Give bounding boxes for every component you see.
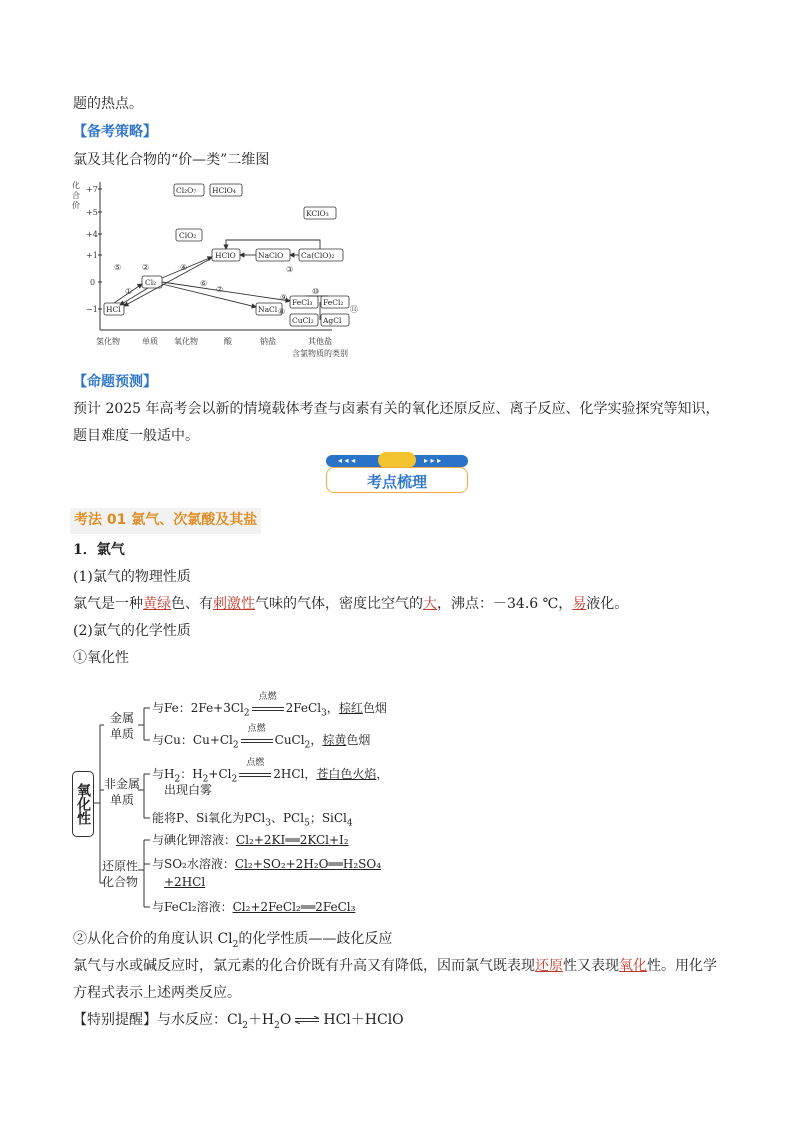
answer-liquefy: 易 [572, 596, 587, 612]
svg-text:④: ④ [180, 263, 188, 272]
x-label: 单质 [142, 337, 158, 346]
sub-heading-chlorine: 1．氯气 [73, 542, 125, 558]
branch-nonmetal-2: 单质 [110, 793, 135, 807]
disproportion-line2: 方程式表示上述两类反应。 [73, 985, 241, 1001]
svg-text:⑤: ⑤ [114, 263, 122, 272]
y-tick: +4 [86, 230, 98, 239]
strategy-text: 氯及其化合物的“价—类”二维图 [73, 152, 270, 168]
reaction-p-si: 能将P、Si氧化为PCl$_3$、PCl$_5$；SiCl$_4$ [152, 811, 353, 829]
reaction-ki: 与碘化钾溶液：Cl₂+2KI══2KCl+I₂ [152, 833, 349, 847]
svg-text:⑧: ⑧ [278, 307, 286, 316]
svg-text:⑪: ⑪ [350, 305, 358, 314]
oxidation-heading: ①氧化性 [73, 650, 129, 666]
reaction-fe: 与Fe：$2Fe+3Cl_2$ 点燃 2FeCl$_3$，棕红色烟 [152, 692, 387, 719]
svg-text:⑨: ⑨ [280, 293, 288, 302]
section-title-bg [70, 508, 261, 534]
y-ticks [86, 185, 98, 314]
branch-reducing-2: 化合物 [102, 875, 139, 889]
prediction-line2: 题目难度一般适中。 [73, 428, 199, 444]
y-axis-title: 化 [72, 181, 80, 190]
x-label: 氧化物 [174, 337, 198, 346]
disproportion-line1: 氯气与水或碱反应时，氯元素的化合价既有升高又有降低，因而氯气既表现还原性又表现氧化性。用化学 [73, 958, 717, 974]
svg-text:价: 价 [72, 201, 80, 210]
branch-metal-2: 单质 [110, 727, 135, 741]
svg-text:合: 合 [72, 191, 80, 200]
svg-text:⑥: ⑥ [200, 279, 208, 288]
prediction-heading: 【命题预测】 [73, 374, 157, 390]
answer-reducing: 还原 [535, 958, 563, 974]
x-label: 其他盐 [308, 337, 332, 346]
banner-label: 考点梳理 [366, 473, 427, 491]
y-tick: +5 [86, 208, 98, 217]
y-tick: 0 [90, 278, 96, 287]
disproportion-heading: ②从化合价的角度认识 $Cl_2$的化学性质——歧化反应 [73, 931, 393, 950]
svg-text:⑦: ⑦ [216, 285, 224, 294]
x-label: 酸 [224, 337, 232, 346]
oxidation-tree [72, 690, 402, 920]
phys-properties: 氯气是一种黄绿色、有刺激性气味的气体，密度比空气的大，沸点：－34.6 ℃，易液化。 [73, 596, 629, 612]
strategy-heading: 【备考策略】 [73, 124, 157, 140]
species-box: FeCl₃ [292, 298, 313, 307]
svg-text:③: ③ [286, 265, 294, 274]
x-axis-title: 含氯物质的类别 [292, 349, 348, 358]
species-box: HClO₄ [212, 186, 236, 195]
section-banner: ◂ ◂ ◂ ▸ ▸ ▸ 考点梳理 [326, 455, 468, 493]
species-box: HCl [106, 305, 121, 314]
chem-heading: (2)氯气的化学性质 [73, 623, 191, 639]
y-tick: −1 [86, 305, 98, 314]
y-tick: +1 [86, 251, 98, 260]
reaction-fecl2: 与FeCl₂溶液：Cl₂+2FeCl₂══2FeCl₃ [152, 900, 356, 914]
prediction-line1: 预计 2025 年高考会以新的情境载体考查与卤素有关的氧化还原反应、离子反应、化学实验探究等知识， [73, 401, 720, 417]
reaction-cu: 与Cu：$Cu+Cl_2$ 点燃 CuCl$_2$，棕黄色烟 [152, 724, 371, 751]
svg-text:②: ② [142, 263, 150, 272]
x-labels [96, 336, 348, 358]
section-title: 考法 01 氯气、次氯酸及其盐 [74, 512, 258, 528]
x-label: 氢化物 [96, 337, 120, 346]
reaction-so2-line2: +2HCl [164, 875, 206, 889]
species-box: NaCl [258, 305, 278, 314]
reaction-h2-line2: 出现白雾 [164, 783, 213, 797]
answer-density: 大 [423, 596, 437, 612]
branch-reducing-1: 还原性 [102, 859, 139, 873]
answer-odor: 刺激性 [213, 596, 255, 612]
species-box: CuCl₂ [292, 316, 314, 325]
answer-color: 黄绿 [143, 596, 171, 612]
reaction-so2: 与SO₂水溶液：Cl₂+SO₂+2H₂O══H₂SO₄ [152, 857, 382, 871]
special-tip: 【特别提醒】与水反应：$Cl_2+H_2O$ HCl＋HClO [73, 1012, 404, 1031]
species-box: Ca(ClO)₂ [301, 251, 335, 260]
intro-tail: 题的热点。 [73, 96, 143, 112]
species-box: Cl₂O₇ [176, 186, 197, 195]
reversible-arrow-icon [294, 1010, 320, 1030]
species-box: ClO₂ [179, 231, 197, 240]
x-label: 钠盐 [260, 337, 276, 346]
svg-text:①: ① [125, 287, 133, 296]
species-box: NaClO [258, 251, 284, 260]
branch-metal-1: 金属 [110, 711, 135, 725]
tree-root: 氧化性 [72, 771, 94, 837]
answer-oxidizing: 氧化 [619, 958, 647, 974]
species-box: FeCl₂ [323, 298, 344, 307]
species-box: AgCl [323, 316, 342, 325]
reaction-h2: 与$H_2$：$H_2+Cl_2$ 点燃 2HCl，苍白色火焰， [152, 758, 389, 785]
y-tick: +7 [86, 185, 98, 194]
species-box: HClO [215, 251, 236, 260]
svg-text:⑩: ⑩ [312, 287, 320, 296]
species-box: KClO₃ [306, 209, 329, 218]
species-box: Cl₂ [145, 278, 157, 287]
branch-nonmetal-1: 非金属 [104, 777, 141, 791]
phys-heading: (1)氯气的物理性质 [73, 569, 191, 585]
valence-class-diagram [70, 178, 370, 360]
